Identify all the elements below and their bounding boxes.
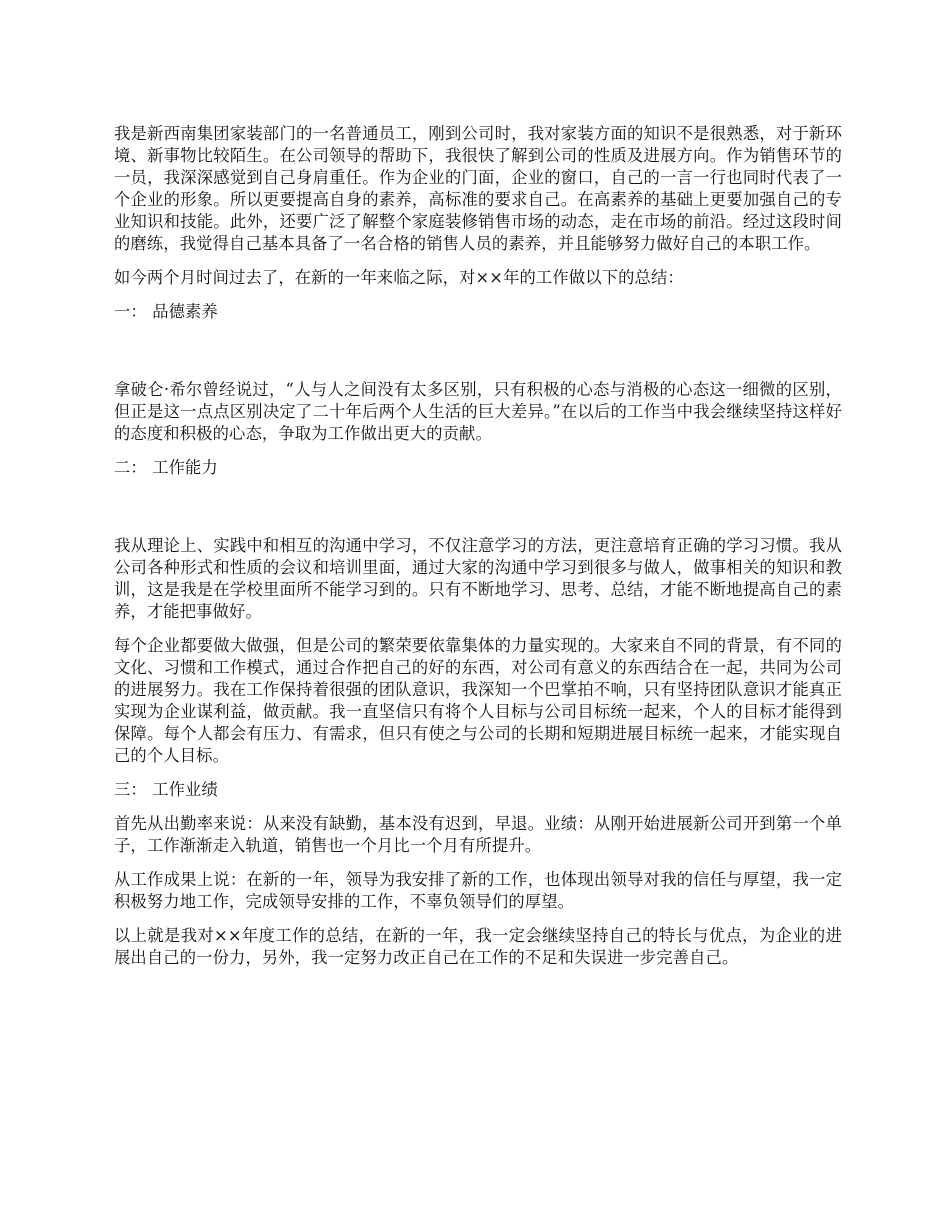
section-heading-character: 一： 品德素养 <box>114 302 218 321</box>
paragraph-intro: 我是新西南集团家装部门的一名普通员工，刚到公司时，我对家装方面的知识不是很熟悉，对于新环境、新事物比较陌生。在公司领导的帮助下，我很快了解到公司的性质及进展方向。作为销售环节的一员，我深深感觉到自己身肩重任。作为企业的门面，企业的窗口，自己的一言一行也同时代表了一个企业的形象。所以更要提高自身的素养，高标准的要求自己。在高素养的基础上更要加强自己的专业知识和技能。此外，还要广泛了解整个家庭装修销售市场的动态，走在市场的前沿。经过这段时间的磨练，我觉得自己基本具备了一名合格的销售人员的素养，并且能够努力做好自己的本职工作。 <box>114 124 842 253</box>
document-body <box>114 123 842 981</box>
section-spacer <box>114 335 842 379</box>
paragraph-summary-lead: 如今两个月时间过去了，在新的一年来临之际，对××年的工作做以下的总结： <box>114 268 684 287</box>
section-spacer <box>114 491 842 535</box>
paragraph-ability-learning: 我从理论上、实践中和相互的沟通中学习，不仅注意学习的方法，更注意培育正确的学习习惯。我从公司各种形式和性质的会议和培训里面，通过大家的沟通中学习到很多与做人，做事相关的知识和教训，这是我是在学校里面所不能学习到的。只有不断地学习、思考、总结，才能不断地提高自己的素养，才能把事做好。 <box>114 536 842 621</box>
paragraph-ability-teamwork: 每个企业都要做大做强，但是公司的繁荣要依靠集体的力量实现的。大家来自不同的背景，有不同的文化、习惯和工作模式，通过合作把自己的好的东西，对公司有意义的东西结合在一起，共同为公司的进展努力。我在工作保持着很强的团队意识，我深知一个巴掌拍不响，只有坚持团队意识才能真正实现为企业谋利益，做贡献。我一直坚信只有将个人目标与公司目标统一起来，个人的目标才能得到保障。每个人都会有压力、有需求，但只有使之与公司的长期和短期进展目标统一起来，才能实现自己的个人目标。 <box>114 636 842 765</box>
paragraph-performance-attendance: 首先从出勤率来说：从来没有缺勤，基本没有迟到，早退。业绩：从刚开始进展新公司开到第一个单子，工作渐渐走入轨道，销售也一个月比一个月有所提升。 <box>114 814 842 855</box>
paragraph-character: 拿破仑·希尔曾经说过，“人与人之间没有太多区别，只有积极的心态与消极的心态这一细微的区别，但正是这一点点区别决定了二十年后两个人生活的巨大差异。”在以后的工作当中我会继续坚持这样好的态度和积极的心态，争取为工作做出更大的贡献。 <box>114 380 842 443</box>
paragraph-performance-results: 从工作成果上说：在新的一年，领导为我安排了新的工作，也体现出领导对我的信任与厚望，我一定积极努力地工作，完成领导安排的工作，不辜负领导们的厚望。 <box>114 870 842 911</box>
section-heading-ability: 二： 工作能力 <box>114 458 218 477</box>
paragraph-conclusion: 以上就是我对××年度工作的总结，在新的一年，我一定会继续坚持自己的特长与优点，为企业的进展出自己的一份力，另外，我一定努力改正自己在工作的不足和失误进一步完善自己。 <box>114 926 842 967</box>
section-heading-performance: 三： 工作业绩 <box>114 780 218 799</box>
